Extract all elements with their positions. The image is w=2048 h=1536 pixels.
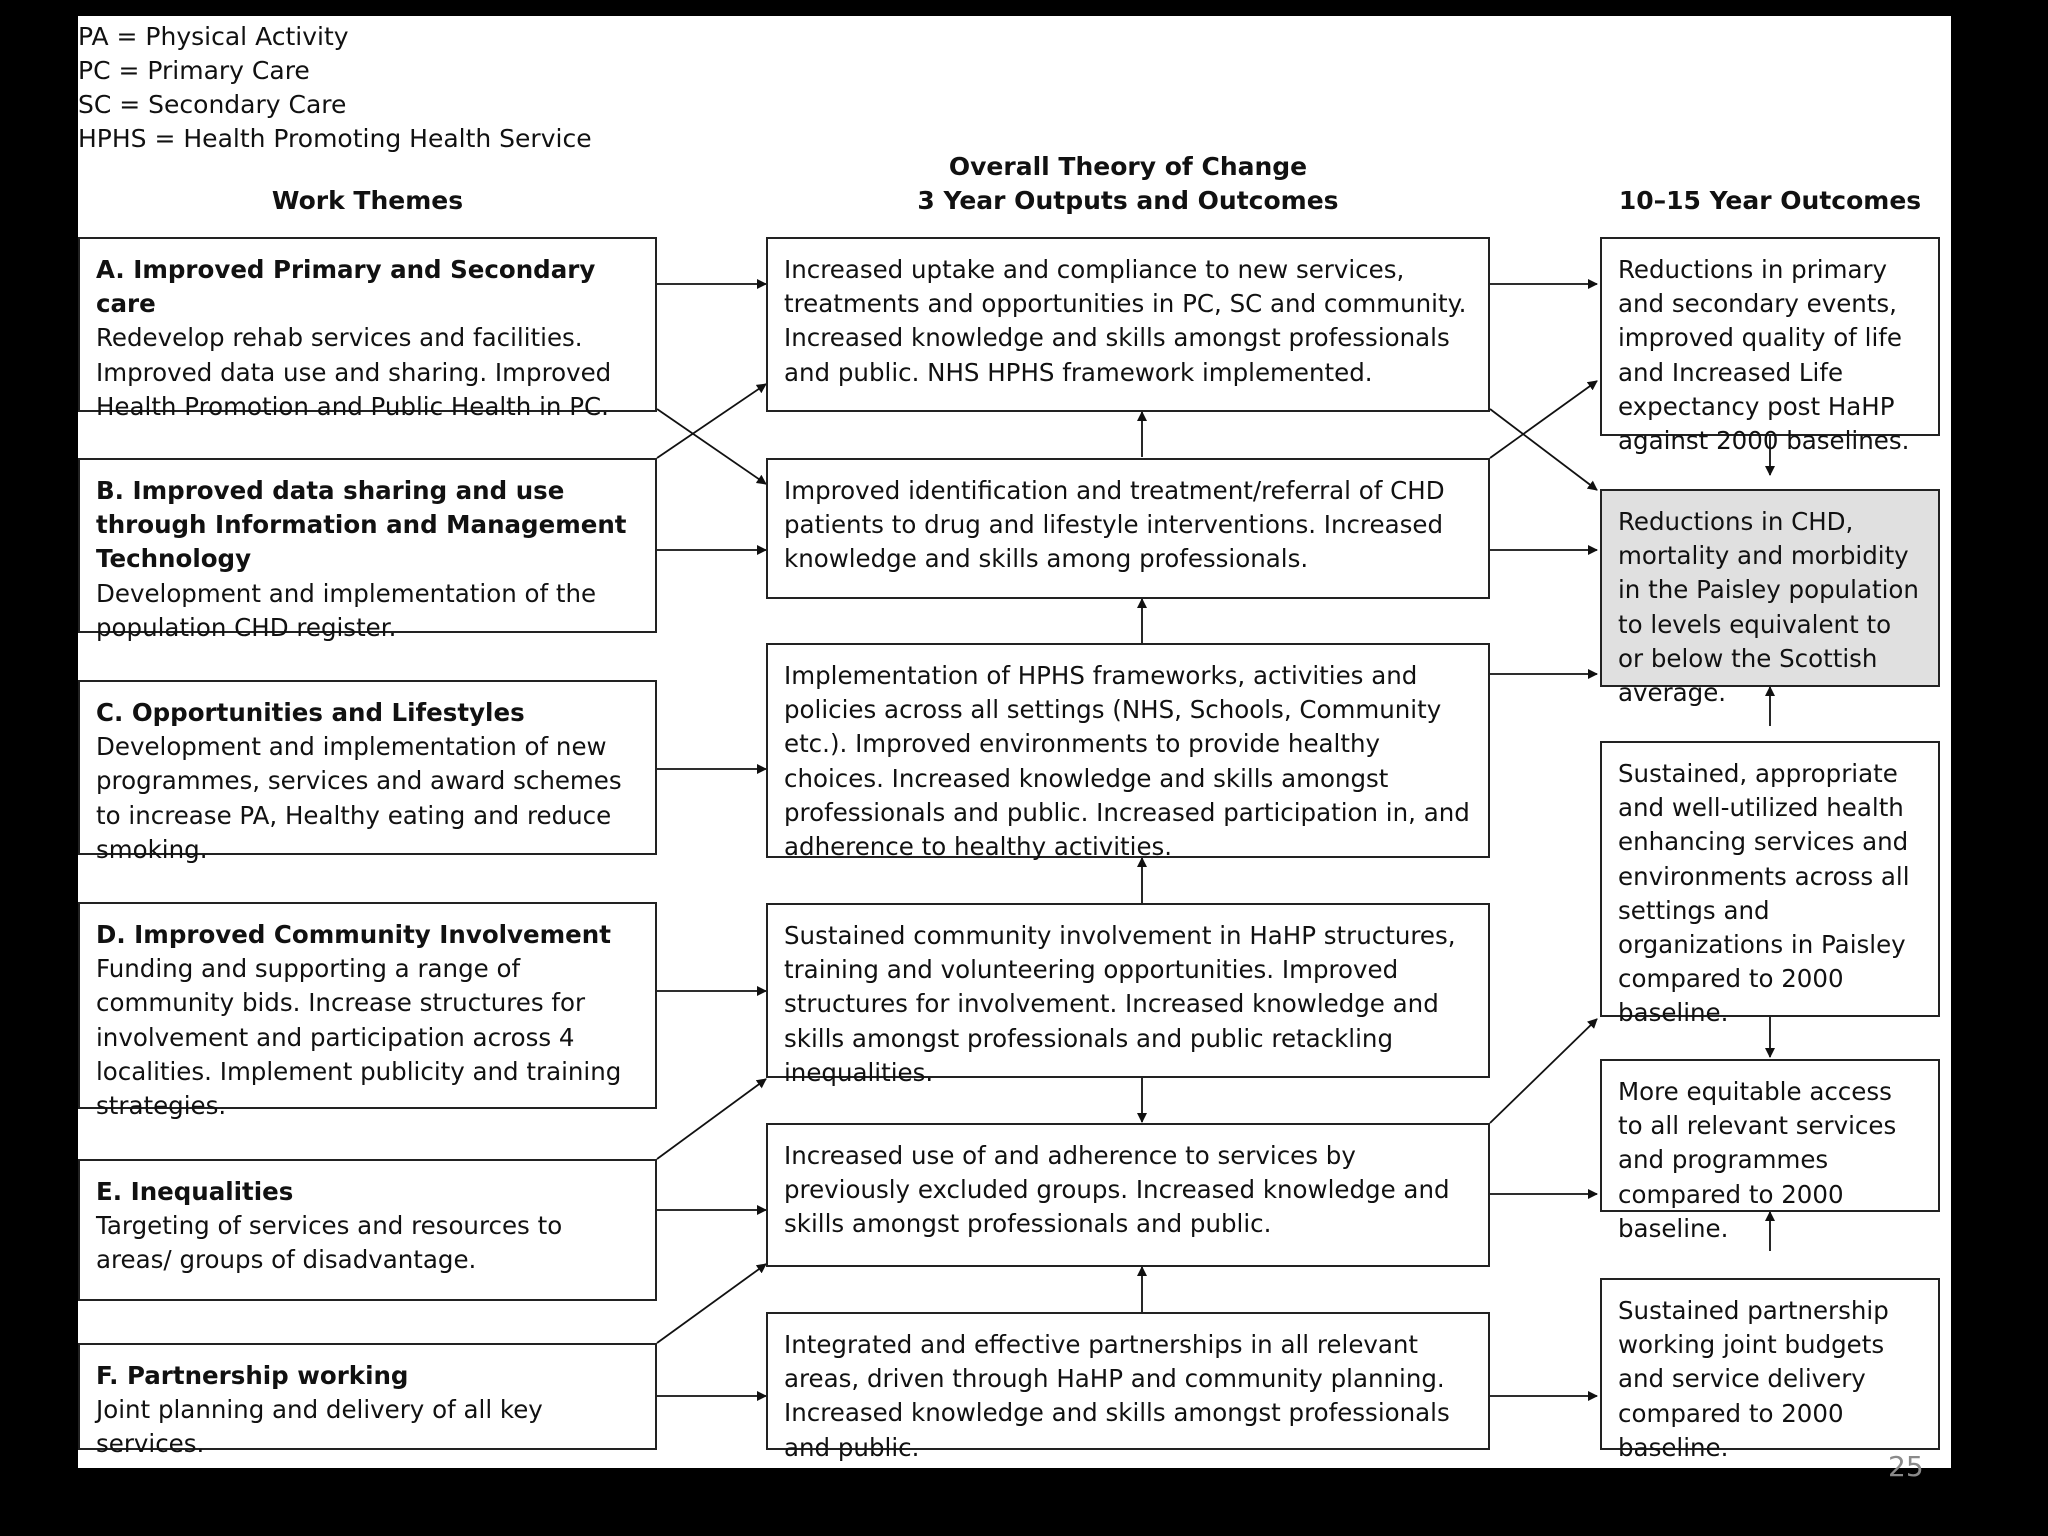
theme-f-box xyxy=(78,1343,657,1459)
theme-c-title: C. Opportunities and Lifestyles xyxy=(96,698,525,727)
theme-d-desc: Funding and supporting a range of community bids. Increase structures for involvement and participation across 4 localities. Implement publicity and training strategies. xyxy=(96,954,622,1121)
output-1-text: Increased uptake and compliance to new services, treatments and opportunities in PC, SC and community. Increased knowledge and skills amongst professionals and public. NHS HPHS framework implemented. xyxy=(784,255,1467,387)
long-term-1-box xyxy=(1600,237,1940,456)
theme-f-title: F. Partnership working xyxy=(96,1361,409,1390)
legend-pc: PC = Primary Care xyxy=(78,56,310,85)
long-term-1-text: Reductions in primary and secondary events, improved quality of life and Increased Life expectancy post HaHP against 2000 baselines. xyxy=(1618,255,1910,456)
theme-a-title: A. Improved Primary and Secondary care xyxy=(96,255,596,319)
theme-b-title: B. Improved data sharing and use through Information and Management Technology xyxy=(96,476,627,574)
long-term-2-box xyxy=(1600,489,1940,708)
theme-a-box xyxy=(78,237,657,421)
output-2-box xyxy=(766,458,1490,599)
long-term-3-box xyxy=(1600,741,1940,1028)
theme-f-desc: Joint planning and delivery of all key services. xyxy=(96,1395,543,1459)
theme-c-desc: Development and implementation of new programmes, services and award schemes to increase PA, Healthy eating and reduce smoking. xyxy=(96,732,622,864)
theme-c-box xyxy=(78,680,657,864)
long-term-5-box xyxy=(1600,1278,1940,1462)
arrow-e-to-out4 xyxy=(657,1079,766,1159)
output-2-text: Improved identification and treatment/referral of CHD patients to drug and lifestyle interventions. Increased knowledge and skills among professionals. xyxy=(784,476,1445,574)
theme-d-box xyxy=(78,902,657,1121)
arrow-out1-to-long2 xyxy=(1490,409,1597,490)
heading-work-themes: Work Themes xyxy=(271,186,464,215)
output-6-text: Integrated and effective partnerships in all relevant areas, driven through HaHP and community planning. Increased knowledge and skills amongst professionals and public. xyxy=(784,1330,1450,1462)
output-5-box xyxy=(766,1123,1490,1267)
output-4-text: Sustained community involvement in HaHP structures, training and volunteering opportunities. Improved structures for involvement. Increased knowledge and skills amongst professionals and public retackling inequalities. xyxy=(784,921,1456,1087)
long-term-4-text: More equitable access to all relevant services and programmes compared to 2000 baseline. xyxy=(1618,1077,1897,1243)
output-6-box xyxy=(766,1312,1490,1462)
long-term-4-box xyxy=(1600,1059,1940,1243)
heading-3-year-outputs: 3 Year Outputs and Outcomes xyxy=(917,186,1339,215)
output-4-box xyxy=(766,903,1490,1087)
output-5-text: Increased use of and adherence to services by previously excluded groups. Increased knowledge and skills amongst professionals and public. xyxy=(784,1141,1450,1239)
output-1-box xyxy=(766,237,1490,412)
theme-d-title: D. Improved Community Involvement xyxy=(96,920,611,949)
arrow-f-to-out5 xyxy=(657,1264,766,1343)
arrow-out2-to-long1 xyxy=(1490,381,1597,458)
long-term-2-text: Reductions in CHD, mortality and morbidity in the Paisley population to levels equivalent to or below the Scottish average. xyxy=(1618,507,1919,708)
legend-sc: SC = Secondary Care xyxy=(78,90,347,119)
long-term-5-text: Sustained partnership working joint budgets and service delivery compared to 2000 baseline. xyxy=(1618,1296,1889,1462)
output-3-text: Implementation of HPHS frameworks, activities and policies across all settings (NHS, Schools, Community etc.). Improved environments to provide healthy choices. Increased knowledge and skills amongst professionals and public. Increased participation in, and adherence to healthy activities. xyxy=(784,661,1470,862)
output-3-box xyxy=(766,643,1490,862)
theme-e-title: E. Inequalities xyxy=(96,1177,294,1206)
long-term-3-text: Sustained, appropriate and well-utilized health enhancing services and environments across all settings and organizations in Paisley compared to 2000 baseline. xyxy=(1618,759,1910,1028)
theme-e-box xyxy=(78,1159,657,1301)
theme-b-box xyxy=(78,458,657,642)
legend-pa: PA = Physical Activity xyxy=(78,22,349,51)
theme-b-desc: Development and implementation of the population CHD register. xyxy=(96,578,597,642)
heading-long-term-outcomes: 10–15 Year Outcomes xyxy=(1618,186,1922,215)
arrow-out5-to-long3 xyxy=(1490,1019,1597,1123)
heading-overall-theory: Overall Theory of Change xyxy=(948,152,1308,181)
slide-page xyxy=(78,16,1951,1468)
page-number: 25 xyxy=(1888,1450,1924,1483)
legend-hphs: HPHS = Health Promoting Health Service xyxy=(78,124,592,153)
theme-a-desc: Redevelop rehab services and facilities. Improved data use and sharing. Improved Health Promotion and Public Health in PC. xyxy=(96,323,612,421)
theme-e-desc: Targeting of services and resources to areas/ groups of disadvantage. xyxy=(96,1211,563,1275)
